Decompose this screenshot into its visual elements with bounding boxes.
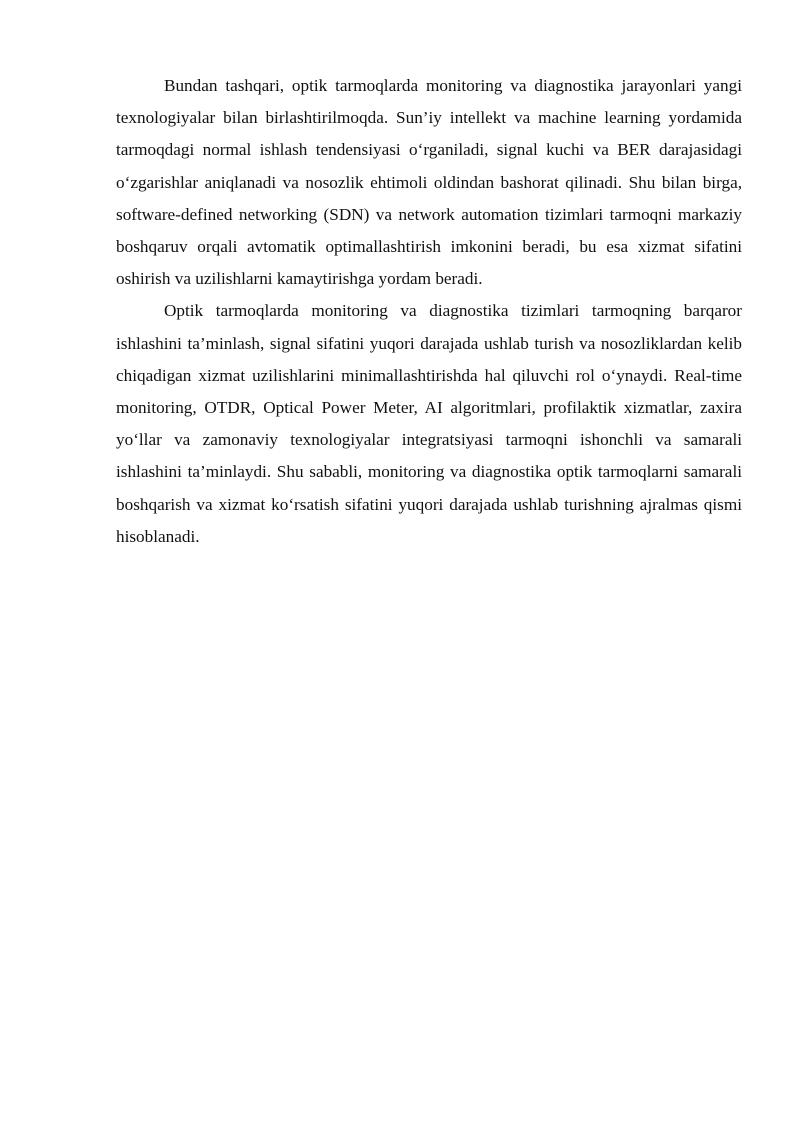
- paragraph-ai-sdn: Bundan tashqari, optik tarmoqlarda monitoring va diagnostika jarayonlari yangi texnologiyalar bilan birlashtirilmoqda. Sun’iy intellekt va machine learning yordamida tarmoqdagi normal ishlash tendensiyasi o‘rganiladi, signal kuchi va BER darajasidagi o‘zgarishlar aniqlanadi va nosozlik ehtimoli oldindan bashorat qilinadi. Shu bilan birga, software-defined networking (SDN) va network automation tizimlari tarmoqni markaziy boshqaruv orqali avtomatik optimallashtirish imkonini beradi, bu esa xizmat sifatini oshirish va uzilishlarni kamaytirishga yordam beradi.: [116, 76, 742, 289]
- paragraph-conclusion: Optik tarmoqlarda monitoring va diagnostika tizimlari tarmoqning barqaror ishlashini ta’minlash, signal sifatini yuqori darajada ushlab turish va nosozliklardan kelib chiqadigan xizmat uzilishlarini minimallashtirishda hal qiluvchi rol o‘ynaydi. Real-time monitoring, OTDR, Optical Power Meter, AI algoritmlari, profilaktik xizmatlar, zaxira yo‘llar va zamonaviy texnologiyalar integratsiyasi tarmoqni ishonchli va samarali ishlashini ta’minlaydi. Shu sababli, monitoring va diagnostika optik tarmoqlarni samarali boshqarish va xizmat ko‘rsatish sifatini yuqori darajada ushlab turishning ajralmas qismi hisoblanadi.: [116, 301, 742, 546]
- document-body: [116, 70, 742, 553]
